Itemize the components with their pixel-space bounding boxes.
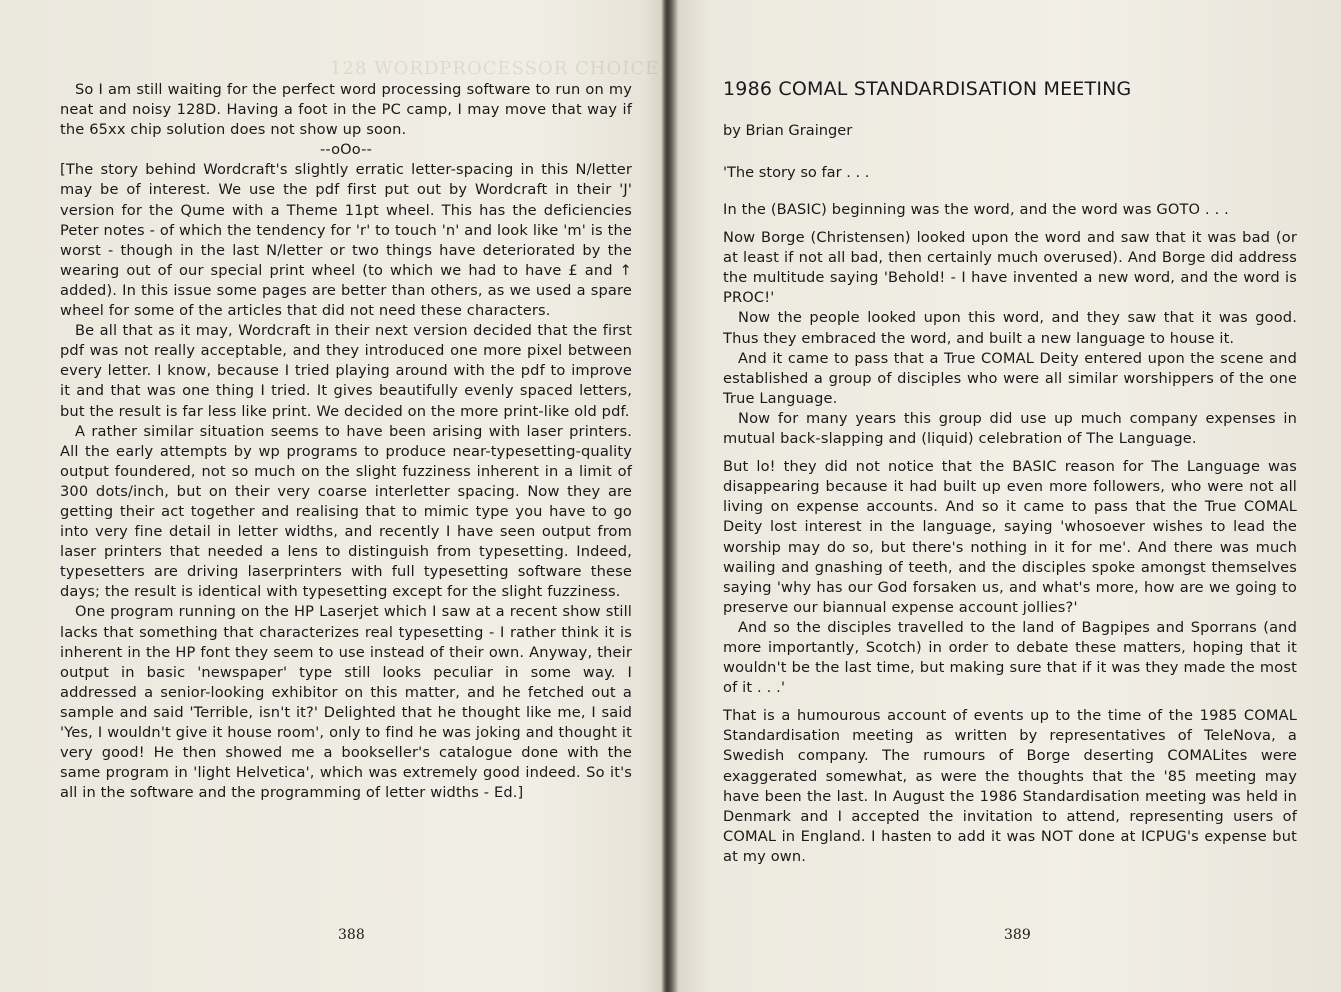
section-divider: --oOo--: [319, 141, 372, 159]
paragraph: So I am still waiting for the perfect word processing software to run on my neat and noisy 128D. Having a foot in the PC camp, I may move that way if the 65xx chip solution does not show up soon.: [60, 81, 632, 139]
right-page-body: [723, 200, 1297, 867]
paragraph: Now for many years this group did use up much company expenses in mutual back-slapping and (liquid) celebration of The Language.: [723, 409, 1297, 448]
paragraph: Be all that as it may, Wordcraft in their next version decided that the first pdf was not really acceptable, and they introduced one more pixel between every letter. I know, because I tried playing around with the pdf to improve it and that was one thing I tried. It gives beautifully evenly spaced letters, but the result is far less like print. We decided on the more print-like old pdf.: [60, 322, 632, 420]
paragraph: One program running on the HP Laserjet which I saw at a recent show still lacks that something that characterizes real typesetting - I rather think it is inherent in the HP font they seem to use instead of their own. Anyway, their output in basic 'newspaper' type still looks peculiar in some way. I addressed a senior-looking exhibitor on this matter, and he fetched out a sample and said 'Terrible, isn't it?' Delighted that he thought like me, I said 'Yes, I wouldn't give it house room', only to find he was joking and thought it very good! He then showed me a bookseller's catalogue done with the same program in 'light Helvetica', which was extremely good indeed. So it's all in the software and the programming of letter widths - Ed.]: [60, 603, 632, 802]
paragraph: Now Borge (Christensen) looked upon the word and saw that it was bad (or at least if not all bad, then certainly much overused). And Borge did address the multitude saying 'Behold! - I have invented a new word, and the word is PROC!': [723, 229, 1297, 307]
page-number: 388: [338, 927, 365, 943]
article-title: 1986 COMAL STANDARDISATION MEETING: [723, 78, 1132, 100]
opening-line: 'The story so far . . .: [723, 164, 870, 181]
left-page: [0, 0, 662, 992]
right-page: [672, 0, 1341, 992]
paragraph: And it came to pass that a True COMAL Deity entered upon the scene and established a group of disciples who were all similar worshippers of the one True Language.: [723, 349, 1297, 407]
paragraph: But lo! they did not notice that the BASIC reason for The Language was disappearing because it had built up even more followers, who were not all living on expense accounts. And so it came to pass that the True COMAL Deity lost interest in the language, saying 'whosoever wishes to lead the worship may do so, but there's nothing in it for me'. And there was much wailing and gnashing of teeth, and the disciples spoke amongst themselves saying 'why has our God forsaken us, and what's more, how are we going to preserve our biannual expense account jollies?': [723, 458, 1297, 616]
paragraph: In the (BASIC) beginning was the word, and the word was GOTO . . .: [723, 201, 1229, 218]
paragraph: [The story behind Wordcraft's slightly erratic letter-spacing in this N/letter may be of interest. We use the pdf first put out by Wordcraft in their 'J' version for the Qume with a Theme 11pt wheel. This has the deficiencies Peter notes - of which the tendency for 'r' to touch 'n' and look like 'm' is the worst - though in the last N/letter or two things have deteriorated by the wearing out of our special print wheel (to which we had to have £ and ↑ added). In this issue some pages are better than others, as we used a spare wheel for some of the articles that did not need these characters.: [60, 161, 632, 320]
page-number: 389: [1004, 927, 1031, 943]
paragraph: A rather similar situation seems to have been arising with laser printers. All the early attempts by wp programs to produce near-typesetting-quality output foundered, not so much on the slight fuzziness inherent in a limit of 300 dots/inch, but on their very coarse interletter spacing. Now they are getting their act together and realising that to mimic type you have to go into very fine detail in letter widths, and recently I have seen output from laser printers that needed a lens to distinguish from typesetting. Indeed, typesetters are driving laserprinters with full typesetting software these days; the result is identical with typesetting except for the slight fuzziness.: [60, 422, 632, 601]
article-byline: by Brian Grainger: [723, 122, 853, 139]
left-page-body: [60, 80, 632, 803]
paragraph: Now the people looked upon this word, and they saw that it was good. Thus they embraced the word, and built a new language to house it.: [723, 309, 1297, 347]
paragraph: That is a humourous account of events up to the time of the 1985 COMAL Standardisation meeting as written by representatives of TeleNova, a Swedish company. The rumours of Borge deserting COMALites were exaggerated somewhat, as were the thoughts that the '85 meeting may have been the last. In August the 1986 Standardisation meeting was held in Denmark and I accepted the invitation to attend, representing users of COMAL in England. I hasten to add it was NOT done at ICPUG's expense but at my own.: [723, 707, 1297, 865]
bleed-through-text: 128 WORDPROCESSOR CHOICE: [330, 58, 660, 79]
paragraph: And so the disciples travelled to the land of Bagpipes and Sporrans (and more importantly, Scotch) in order to debate these matters, hoping that it wouldn't be the last time, but making sure that if it was they made the most of it . . .': [723, 618, 1297, 697]
